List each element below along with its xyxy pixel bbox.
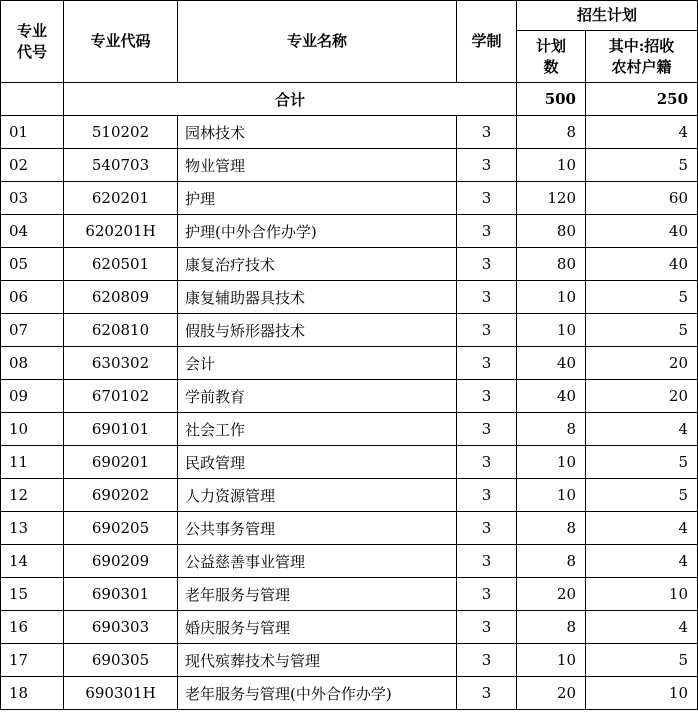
- header-code: [1, 1, 64, 83]
- row-plan: 10: [517, 479, 586, 512]
- row-plan: 10: [517, 281, 586, 314]
- header-plan-count-line2: 数: [543, 57, 559, 76]
- row-program-name: 老年服务与管理: [178, 578, 457, 611]
- table-row: [1, 644, 698, 677]
- table-row: [1, 182, 698, 215]
- row-program-name: 护理(中外合作办学): [178, 215, 457, 248]
- row-program-code: 690202: [64, 479, 178, 512]
- row-plan: 10: [517, 446, 586, 479]
- row-rural: 20: [586, 380, 698, 413]
- row-program-name: 康复治疗技术: [178, 248, 457, 281]
- row-program-name: 学前教育: [178, 380, 457, 413]
- row-years: 3: [457, 281, 517, 314]
- row-program-name: 公益慈善事业管理: [178, 545, 457, 578]
- table-row: [1, 347, 698, 380]
- row-program-name: 人力资源管理: [178, 479, 457, 512]
- table-row: [1, 479, 698, 512]
- row-program-code: 620201: [64, 182, 178, 215]
- row-rural: 5: [586, 281, 698, 314]
- row-program-name: 会计: [178, 347, 457, 380]
- row-program-code: 690101: [64, 413, 178, 446]
- row-plan: 120: [517, 182, 586, 215]
- row-years: 3: [457, 347, 517, 380]
- row-plan: 40: [517, 380, 586, 413]
- row-code: 04: [1, 215, 64, 248]
- row-years: 3: [457, 578, 517, 611]
- table-header: [1, 1, 698, 83]
- row-years: 3: [457, 446, 517, 479]
- row-rural: 4: [586, 512, 698, 545]
- row-code: 07: [1, 314, 64, 347]
- total-rural: 250: [586, 83, 698, 116]
- header-years: 学制: [457, 1, 517, 83]
- row-plan: 40: [517, 347, 586, 380]
- table-row: [1, 314, 698, 347]
- row-code: 03: [1, 182, 64, 215]
- row-program-code: 690205: [64, 512, 178, 545]
- header-program-name: 专业名称: [178, 1, 457, 83]
- table-row: [1, 578, 698, 611]
- row-rural: 20: [586, 347, 698, 380]
- row-program-name: 公共事务管理: [178, 512, 457, 545]
- row-years: 3: [457, 413, 517, 446]
- header-plan: 招生计划: [517, 1, 698, 31]
- row-plan: 8: [517, 611, 586, 644]
- row-code: 09: [1, 380, 64, 413]
- row-code: 01: [1, 116, 64, 149]
- row-code: 08: [1, 347, 64, 380]
- row-plan: 80: [517, 248, 586, 281]
- table-row: [1, 380, 698, 413]
- row-plan: 80: [517, 215, 586, 248]
- row-years: 3: [457, 116, 517, 149]
- row-rural: 10: [586, 578, 698, 611]
- row-program-code: 690301H: [64, 677, 178, 710]
- row-rural: 5: [586, 149, 698, 182]
- total-empty-cell: [1, 83, 64, 116]
- row-program-name: 现代殡葬技术与管理: [178, 644, 457, 677]
- header-rural-line1: 其中:招收: [608, 36, 675, 55]
- row-years: 3: [457, 182, 517, 215]
- row-program-name: 康复辅助器具技术: [178, 281, 457, 314]
- row-code: 15: [1, 578, 64, 611]
- row-years: 3: [457, 314, 517, 347]
- table-row: [1, 413, 698, 446]
- header-code-line2: 代号: [16, 42, 47, 61]
- row-program-code: 620809: [64, 281, 178, 314]
- row-years: 3: [457, 380, 517, 413]
- row-program-code: 670102: [64, 380, 178, 413]
- row-code: 06: [1, 281, 64, 314]
- table-row: [1, 446, 698, 479]
- row-years: 3: [457, 677, 517, 710]
- row-program-code: 690209: [64, 545, 178, 578]
- row-rural: 10: [586, 677, 698, 710]
- row-program-code: 630302: [64, 347, 178, 380]
- row-program-code: 510202: [64, 116, 178, 149]
- row-code: 11: [1, 446, 64, 479]
- row-code: 18: [1, 677, 64, 710]
- row-code: 16: [1, 611, 64, 644]
- table-row: [1, 248, 698, 281]
- table-row: [1, 545, 698, 578]
- row-rural: 5: [586, 314, 698, 347]
- row-rural: 4: [586, 116, 698, 149]
- row-years: 3: [457, 611, 517, 644]
- row-code: 02: [1, 149, 64, 182]
- row-code: 12: [1, 479, 64, 512]
- row-plan: 8: [517, 545, 586, 578]
- row-years: 3: [457, 644, 517, 677]
- row-rural: 60: [586, 182, 698, 215]
- row-program-name: 婚庆服务与管理: [178, 611, 457, 644]
- row-code: 10: [1, 413, 64, 446]
- table-row: [1, 149, 698, 182]
- row-code: 05: [1, 248, 64, 281]
- row-years: 3: [457, 545, 517, 578]
- table-row: [1, 215, 698, 248]
- row-program-name: 假肢与矫形器技术: [178, 314, 457, 347]
- row-rural: 40: [586, 248, 698, 281]
- table-row: [1, 611, 698, 644]
- row-plan: 10: [517, 314, 586, 347]
- row-rural: 4: [586, 413, 698, 446]
- header-plan-count: [517, 31, 586, 83]
- row-program-code: 540703: [64, 149, 178, 182]
- row-years: 3: [457, 512, 517, 545]
- header-program-code: 专业代码: [64, 1, 178, 83]
- table-row: [1, 677, 698, 710]
- row-program-name: 民政管理: [178, 446, 457, 479]
- row-code: 17: [1, 644, 64, 677]
- row-plan: 20: [517, 677, 586, 710]
- row-years: 3: [457, 479, 517, 512]
- row-rural: 5: [586, 446, 698, 479]
- table-row: [1, 116, 698, 149]
- row-program-code: 620201H: [64, 215, 178, 248]
- header-plan-count-line1: 计划: [535, 36, 566, 55]
- row-rural: 40: [586, 215, 698, 248]
- header-rural: [586, 31, 698, 83]
- row-code: 13: [1, 512, 64, 545]
- row-program-name: 护理: [178, 182, 457, 215]
- row-years: 3: [457, 215, 517, 248]
- row-years: 3: [457, 248, 517, 281]
- row-code: 14: [1, 545, 64, 578]
- header-rural-line2: 农村户籍: [611, 57, 672, 76]
- row-program-code: 690201: [64, 446, 178, 479]
- row-program-code: 690301: [64, 578, 178, 611]
- row-plan: 8: [517, 116, 586, 149]
- header-code-line1: 专业: [16, 21, 47, 40]
- total-plan: 500: [517, 83, 586, 116]
- row-plan: 8: [517, 413, 586, 446]
- table-body: [1, 83, 698, 710]
- total-label: 合计: [64, 83, 517, 116]
- row-plan: 20: [517, 578, 586, 611]
- table-row: [1, 281, 698, 314]
- row-rural: 5: [586, 644, 698, 677]
- row-rural: 4: [586, 611, 698, 644]
- row-plan: 8: [517, 512, 586, 545]
- row-rural: 5: [586, 479, 698, 512]
- row-program-name: 老年服务与管理(中外合作办学): [178, 677, 457, 710]
- table-row: [1, 512, 698, 545]
- row-program-code: 690305: [64, 644, 178, 677]
- row-program-code: 620810: [64, 314, 178, 347]
- row-plan: 10: [517, 644, 586, 677]
- row-rural: 4: [586, 545, 698, 578]
- total-row: [1, 83, 698, 116]
- row-program-name: 社会工作: [178, 413, 457, 446]
- row-years: 3: [457, 149, 517, 182]
- row-plan: 10: [517, 149, 586, 182]
- row-program-code: 620501: [64, 248, 178, 281]
- row-program-code: 690303: [64, 611, 178, 644]
- row-program-name: 园林技术: [178, 116, 457, 149]
- row-program-name: 物业管理: [178, 149, 457, 182]
